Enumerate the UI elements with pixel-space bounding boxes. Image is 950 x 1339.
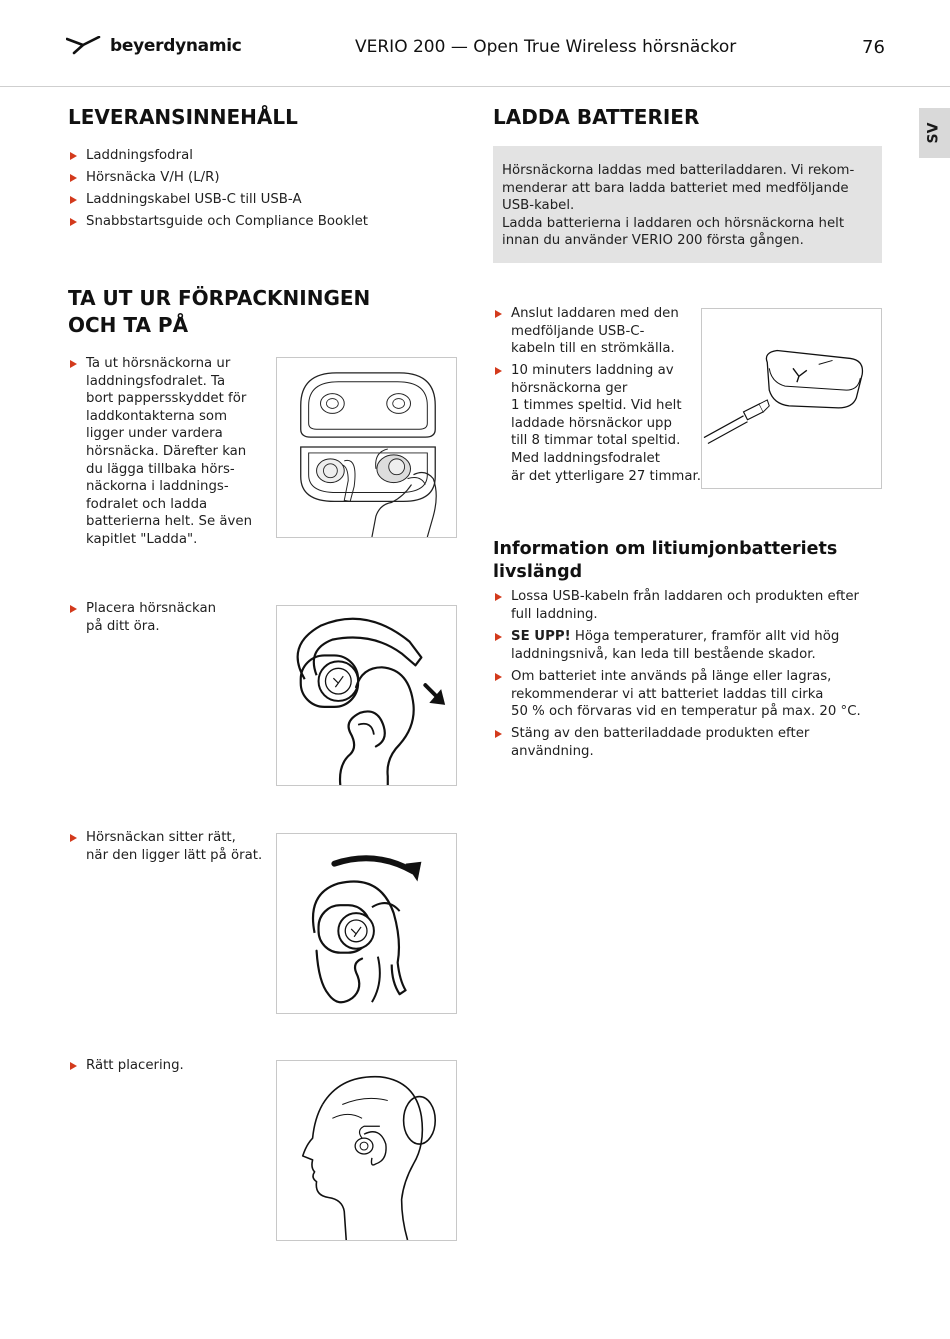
- list-item: Snabbstartsguide och Compliance Booklet: [68, 213, 458, 231]
- brand-name: beyerdynamic: [110, 36, 242, 56]
- text-line: laddade hörsnäckor upp: [511, 415, 672, 431]
- text-line: hörsnäckorna ger: [511, 380, 628, 396]
- charging-step-2: [493, 362, 716, 485]
- text-line: laddkontakterna som: [86, 408, 228, 424]
- figure-charging-cable: [701, 308, 882, 489]
- text-line: Ta ut hörsnäckorna ur: [86, 356, 231, 371]
- unpack-step-1: [68, 355, 286, 549]
- text-line: Placera hörsnäckan: [86, 601, 217, 616]
- list-item: Hörsnäcka V/H (L/R): [68, 169, 458, 187]
- text-line: menderar att bara ladda batteriet med medföljande: [502, 180, 849, 196]
- charging-step-1: [493, 305, 711, 358]
- text-line: Om batteriet inte används på länge eller lagras,: [511, 669, 832, 684]
- unpack-heading: [68, 285, 370, 339]
- head-profile-illustration: [277, 1061, 456, 1240]
- text-line: 50 % och förvaras vid en temperatur på max. 20 °C.: [511, 704, 861, 720]
- text-line: du lägga tillbaka hörs-: [86, 461, 235, 477]
- lithium-item-1: [493, 588, 911, 623]
- text-line: på ditt öra.: [86, 618, 160, 634]
- figure-open-case: [276, 357, 457, 538]
- open-charging-case-illustration: [277, 358, 456, 537]
- text-line: ligger under vardera: [86, 426, 223, 442]
- text-line: innan du använder VERIO 200 första gången.: [502, 233, 804, 249]
- text-line: 10 minuters laddning av: [511, 363, 674, 378]
- text-line: fodralet och ladda: [86, 496, 208, 512]
- text-line: Lossa USB-kabeln från laddaren och produkten efter: [511, 589, 860, 604]
- unpack-step-2: [68, 600, 286, 635]
- text-line: 1 timmes speltid. Vid helt: [511, 398, 682, 414]
- earphone-correct-fit-illustration: [277, 834, 456, 1013]
- text-line: rekommenderar vi att batteriet laddas till cirka: [511, 686, 824, 702]
- unpack-heading-line: OCH TA PÅ: [68, 313, 189, 337]
- unpack-step-3: [68, 829, 291, 864]
- charging-heading: LADDA BATTERIER: [493, 105, 700, 129]
- text-line: Ladda batterierna i laddaren och hörsnäckorna helt: [502, 215, 845, 231]
- text-line: kapitlet "Ladda".: [86, 531, 198, 547]
- text-line: Höga temperaturer, framför allt vid hög: [570, 629, 840, 644]
- unpack-heading-line: TA UT UR FÖRPACKNINGEN: [68, 286, 371, 310]
- brand-logo: [66, 36, 242, 56]
- text-line: hörsnäcka. Därefter kan: [86, 443, 247, 459]
- text-line: Hörsnäckorna laddas med batteriladdaren. Vi rekom-: [502, 163, 855, 178]
- page-number: 76: [862, 37, 885, 58]
- text-line: Med laddningsfodralet: [511, 450, 660, 466]
- text-line: bort pappersskyddet för: [86, 391, 247, 407]
- page-header: [0, 0, 950, 87]
- text-line: full laddning.: [511, 606, 598, 622]
- delivery-heading: LEVERANSINNEHÅLL: [68, 105, 298, 129]
- text-line: Hörsnäckan sitter rätt,: [86, 830, 236, 845]
- text-line: laddningsnivå, kan leda till bestående skador.: [511, 646, 816, 662]
- text-line: USB-kabel.: [502, 198, 575, 214]
- text-line: näckorna i laddnings-: [86, 479, 229, 495]
- earphone-placement-illustration: [277, 606, 456, 785]
- text-line: användning.: [511, 743, 594, 759]
- lithium-heading-line: Information om litiumjonbatteriets: [493, 539, 838, 559]
- list-item: Laddningsfodral: [68, 147, 458, 165]
- delivery-list: [68, 147, 458, 235]
- text-line: Anslut laddaren med den: [511, 306, 679, 321]
- text-line: till 8 timmar total speltid.: [511, 433, 681, 449]
- charging-case-cable-illustration: [702, 309, 881, 488]
- brand-logo-icon: [66, 36, 102, 56]
- lithium-item-2: [493, 628, 911, 663]
- text-line: när den ligger lätt på örat.: [86, 847, 263, 863]
- text-line: kabeln till en strömkälla.: [511, 341, 675, 357]
- text-line: laddningsfodralet. Ta: [86, 373, 226, 389]
- warning-label: SE UPP!: [511, 629, 571, 644]
- list-item: Laddningskabel USB-C till USB-A: [68, 191, 458, 209]
- language-tab: [919, 108, 950, 158]
- unpack-step-4: [68, 1057, 286, 1075]
- lithium-item-4: [493, 725, 911, 760]
- lithium-item-3: [493, 668, 911, 721]
- text-line: Rätt placering.: [86, 1058, 184, 1073]
- text-line: är det ytterligare 27 timmar.: [511, 468, 701, 484]
- lithium-heading-line: livslängd: [493, 562, 583, 582]
- figure-head-profile: [276, 1060, 457, 1241]
- figure-place-on-ear: [276, 605, 457, 786]
- text-line: Stäng av den batteriladdade produkten efter: [511, 726, 810, 741]
- text-line: batterierna helt. Se även: [86, 514, 253, 530]
- document-title: VERIO 200 — Open True Wireless hörsnäckor: [355, 37, 737, 57]
- text-line: medföljande USB-C-: [511, 323, 645, 339]
- charging-note: [493, 146, 882, 263]
- figure-correct-fit: [276, 833, 457, 1014]
- lithium-heading: [493, 538, 837, 584]
- language-tab-label: SV: [925, 122, 942, 144]
